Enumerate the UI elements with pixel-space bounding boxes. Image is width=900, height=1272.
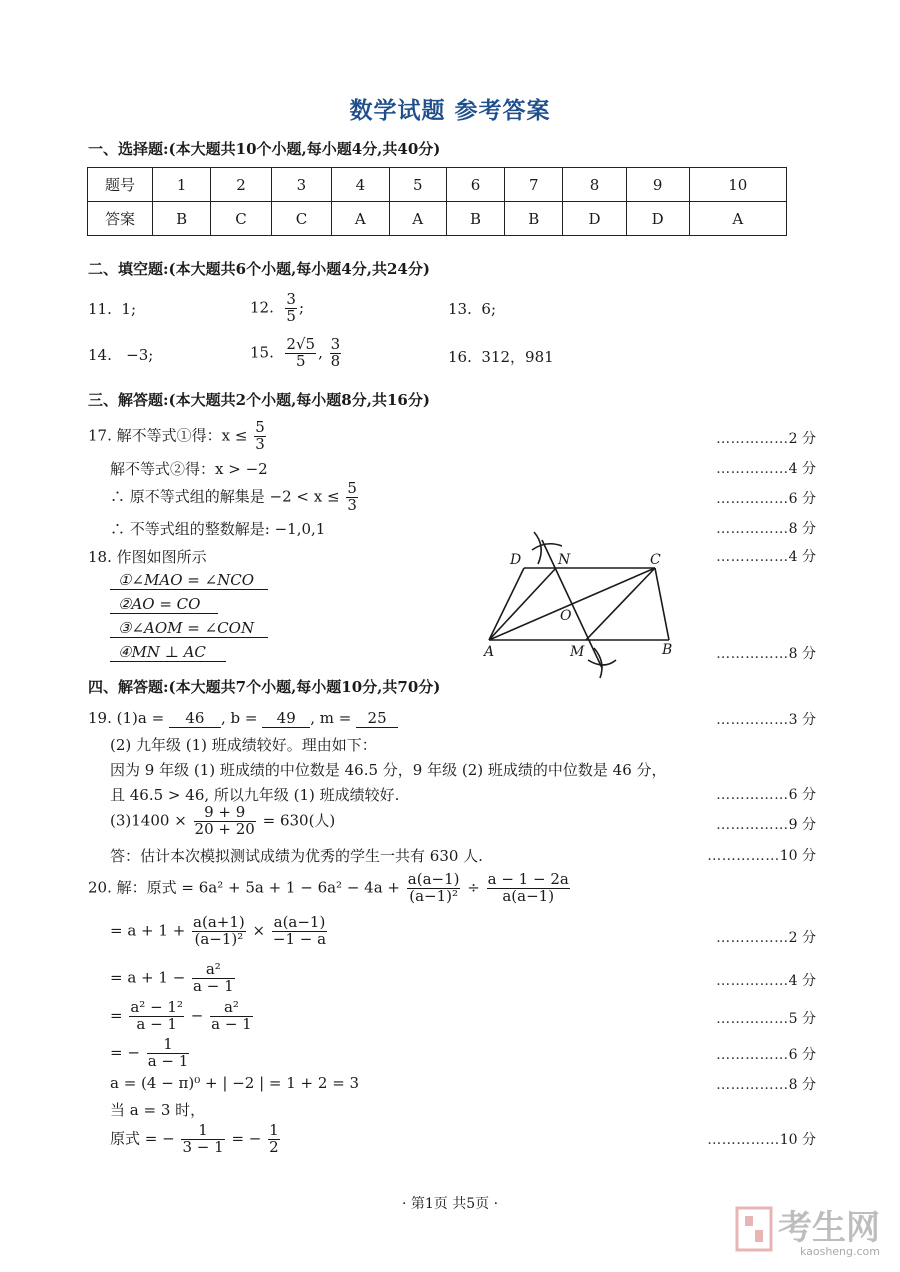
q19-line-5: (3)1400 × $\frac{9 + 9}{20 + 20}$ = 630(人) [110, 803, 336, 838]
table-cell: 9 [626, 168, 689, 202]
fraction: $\frac{a(a-1)}{-1 - a}$ [272, 913, 327, 948]
question-number: 11. [88, 300, 112, 318]
q20-line-2: = a + 1 + $\frac{a(a+1)}{\text{(a−1)²}}$ × $\frac{a(a-1)}{-1 - a}$ [110, 913, 327, 948]
q19-line-1: 19. (1)a = 46 , b = 49 , m = 25 [88, 709, 398, 728]
question-number: 14. [88, 346, 112, 364]
score-marker: ……………3 分 [716, 712, 816, 728]
fraction: $\frac{\text{a²}}{a - 1}$ [193, 960, 234, 995]
answer-value: 6; [481, 300, 497, 318]
q20-line-8: 原式 = − $\frac{1}{3 - 1}$ = − $\frac{1}{2}$ [110, 1121, 279, 1156]
score-marker: ……………6 分 [716, 1047, 816, 1063]
fill-answer-11 [88, 300, 136, 318]
fraction: $\frac{3}{8}$ [330, 335, 341, 370]
fraction: $\frac{\text{a² − 1²}}{a - 1}$ [130, 998, 183, 1033]
watermark [735, 1200, 880, 1258]
table-cell: 3 [271, 168, 331, 202]
q19-line-4: 且 46.5 > 46, 所以九年级 (1) 班成绩较好. [110, 786, 400, 804]
label-C: C [650, 552, 661, 568]
table-cell: 2 [211, 168, 271, 202]
watermark-url: kaosheng.com [799, 1245, 880, 1258]
table-cell: 4 [332, 168, 389, 202]
fill-answer-15: 15. $\frac{2√5}{5}$ , $\frac{3}{8}$ [250, 335, 341, 370]
table-cell: C [211, 202, 271, 236]
score-marker: ……………4 分 [716, 549, 816, 565]
table-cell: B [153, 202, 211, 236]
label-O: O [560, 608, 572, 624]
score-marker: ……………4 分 [716, 973, 816, 989]
answer-value: −3; [126, 346, 154, 364]
edge-CB [655, 568, 669, 640]
section-heading-solve-1: 三、解答题:(本大题共2个小题,每小题8分,共16分) [88, 391, 430, 409]
fraction: $\frac{a(a+1)}{\text{(a−1)²}}$ [193, 913, 245, 948]
q20-line-6: a = (4 − π)⁰ + | −2 | = 1 + 2 = 3 [110, 1074, 360, 1092]
q20-line-5: = − $\frac{1}{a - 1}$ [110, 1035, 189, 1070]
fraction: $\frac{1}{a - 1}$ [147, 1035, 189, 1070]
fill-answer-13 [448, 300, 496, 318]
score-marker: ……………8 分 [716, 521, 816, 537]
fill-answer-12: 12. $\frac{3}{5}$ ; [250, 290, 305, 325]
table-cell: 题号 [88, 168, 153, 202]
q18-step-1: ①∠MAO = ∠NCO [110, 571, 268, 590]
label-D: D [510, 552, 522, 568]
score-marker: ……………2 分 [716, 431, 816, 447]
table-cell: 5 [389, 168, 446, 202]
table-cell: A [689, 202, 786, 236]
question-number: 12. [250, 298, 274, 317]
label-M: M [570, 644, 585, 660]
section-heading-solve-2: 四、解答题:(本大题共7个小题,每小题10分,共70分) [88, 678, 441, 696]
question-number: 13. [448, 300, 472, 318]
score-marker: ……………10 分 [707, 848, 816, 864]
answer-table [87, 167, 787, 236]
score-marker: ……………6 分 [716, 491, 816, 507]
table-cell: B [446, 202, 504, 236]
table-cell: A [389, 202, 446, 236]
table-cell: 8 [563, 168, 626, 202]
q17-line-4: ∴ 不等式组的整数解是: −1,0,1 [110, 520, 326, 538]
page-title: 数学试题 参考答案 [349, 97, 551, 124]
watermark-logo-icon [735, 1206, 773, 1252]
table-cell: C [271, 202, 331, 236]
q19-line-6: 答：估计本次模拟测试成绩为优秀的学生一共有 630 人. [110, 847, 483, 865]
fraction: $\frac{a - 1 - 2a}{a(a-1)}$ [487, 870, 569, 905]
q20-line-3: = a + 1 − $\frac{\text{a²}}{a - 1}$ [110, 960, 234, 995]
fraction: $\frac{\text{a²}}{a - 1}$ [211, 998, 252, 1033]
q19-line-2: (2) 九年级 (1) 班成绩较好。理由如下： [110, 736, 377, 754]
q17-line-1: 17. 解不等式①得：x ≤ $\frac{5}{3}$ [88, 418, 265, 453]
q18-step-4: ④MN ⊥ AC [110, 643, 226, 662]
score-marker: ……………9 分 [716, 817, 816, 833]
score-marker: ……………8 分 [716, 1077, 816, 1093]
fraction: $\frac{9 + 9}{20 + 20}$ [194, 803, 255, 838]
label-A: A [484, 644, 495, 660]
section-heading-choice: 一、选择题:(本大题共10个小题,每小题4分,共40分) [88, 140, 441, 158]
score-marker: ……………5 分 [716, 1011, 816, 1027]
fraction: $\frac{3}{5}$ [286, 290, 296, 325]
label-N: N [558, 552, 571, 568]
q20-line-7: 当 a = 3 时， [110, 1101, 206, 1119]
watermark-text: 考生网 [778, 1208, 880, 1248]
question-number: 15. [250, 343, 274, 362]
segment-AN [489, 568, 556, 640]
label-B: B [662, 642, 673, 658]
table-cell: 1 [153, 168, 211, 202]
table-cell: B [505, 202, 563, 236]
q18-step-2: ②AO = CO [110, 595, 218, 614]
section-heading-fill: 二、填空题:(本大题共6个小题,每小题4分,共24分) [88, 260, 430, 278]
segment-CM [586, 568, 655, 640]
q18-line-1: 18. 作图如图所示 [88, 548, 207, 566]
edge-AD [489, 568, 524, 640]
score-marker: ……………2 分 [716, 930, 816, 946]
answer-value: 312，981 [481, 348, 554, 366]
fraction: $\frac{5}{3}$ [255, 418, 265, 453]
table-row [88, 168, 787, 202]
table-cell: 答案 [88, 202, 153, 236]
table-cell: D [563, 202, 626, 236]
score-marker: ……………6 分 [716, 787, 816, 803]
q18-step-3: ③∠AOM = ∠CON [110, 619, 268, 638]
q17-line-3: ∴ 原不等式组的解集是 −2 < x ≤ $\frac{5}{3}$ [110, 479, 357, 514]
score-marker: ……………8 分 [716, 646, 816, 662]
geometry-figure [470, 520, 700, 690]
fraction: $\frac{5}{3}$ [347, 479, 357, 514]
table-cell: 6 [446, 168, 504, 202]
fill-answer-16 [448, 346, 554, 367]
answer-value: 1; [121, 300, 137, 318]
fraction: $\frac{1}{2}$ [269, 1121, 279, 1156]
fraction: $\frac{2√5}{5}$ [286, 335, 316, 370]
q20-line-4: = $\frac{\text{a² − 1²}}{a - 1}$ − $\frac{\text{a²}}{a - 1}$ [110, 998, 252, 1033]
question-number: 16. [448, 348, 472, 366]
table-cell: 7 [505, 168, 563, 202]
fill-answer-14 [88, 346, 153, 364]
table-row [88, 202, 787, 236]
score-marker: ……………4 分 [716, 461, 816, 477]
page-footer: · 第1页 共5页 · [401, 1196, 499, 1212]
table-cell: A [332, 202, 389, 236]
fraction: $\frac{a(a-1)}{\text{(a−1)²}}$ [407, 870, 460, 905]
table-cell: D [626, 202, 689, 236]
q19-line-3: 因为 9 年级 (1) 班成绩的中位数是 46.5 分，9 年级 (2) 班成绩的中位数是 46 分， [110, 761, 667, 779]
q20-line-1: 20. 解：原式 = 6a² + 5a + 1 − 6a² − 4a + $\frac{a(a-1)}{\text{(a−1)²}}$ ÷ $\frac{a - 1 - 2a}{a(a-1)}$ [88, 870, 569, 905]
score-marker: ……………10 分 [707, 1132, 816, 1148]
q17-line-2: 解不等式②得：x > −2 [110, 460, 268, 478]
table-cell: 10 [689, 168, 786, 202]
fraction: $\frac{1}{3 - 1}$ [182, 1121, 224, 1156]
